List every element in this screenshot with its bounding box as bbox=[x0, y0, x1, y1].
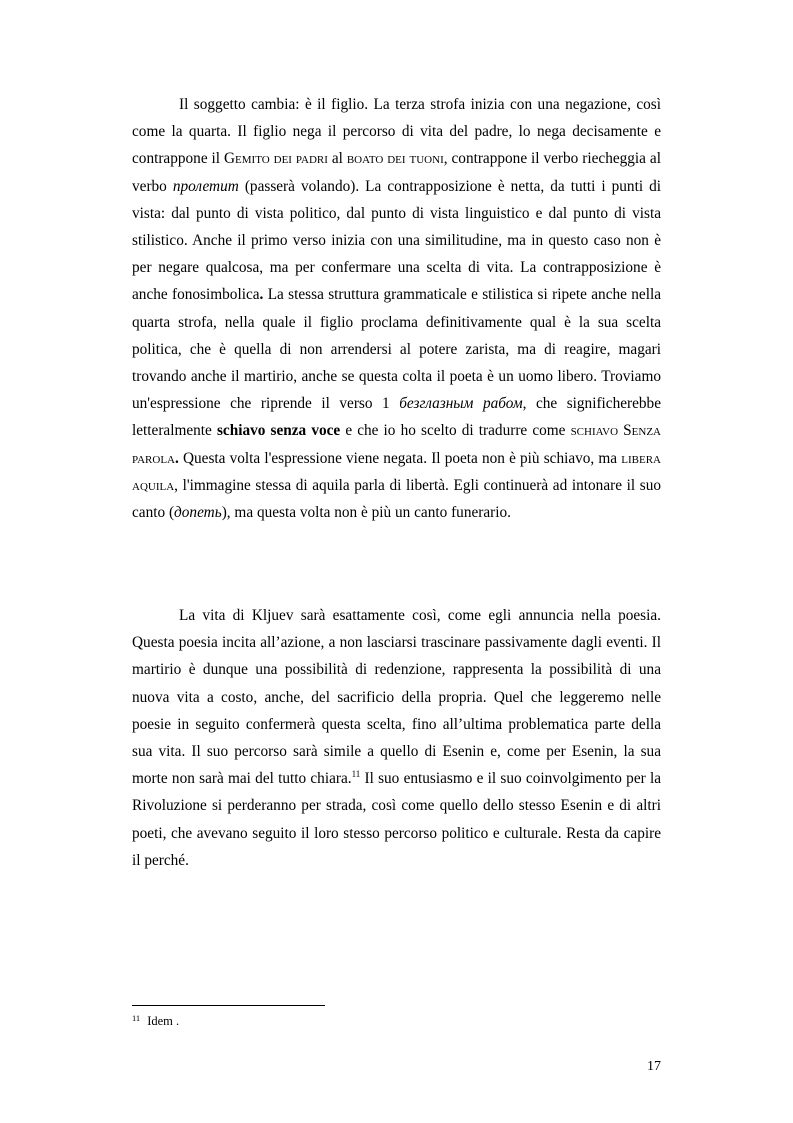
body-paragraph-2 bbox=[132, 602, 661, 874]
footnote-text: Idem . bbox=[147, 1014, 180, 1028]
text-run: ), ma questa volta non è più un canto funerario. bbox=[221, 504, 511, 522]
italic-russian-word: пролетит bbox=[172, 177, 239, 195]
footnote-separator bbox=[132, 1005, 325, 1006]
text-run: , l'immagine stessa di aquila parla di libertà. Egli continuerà ad intonare il suo canto ( bbox=[132, 476, 661, 522]
bold-phrase: schiavo senza voce bbox=[216, 422, 341, 440]
page-number: 17 bbox=[647, 1059, 661, 1074]
bold-punctuation: . bbox=[175, 449, 179, 467]
text-run: (passerà volando). La contrapposizione è netta, da tutti i punti di vista: dal punto di vista politico, dal punto di vista linguistico e dal punto di vista stilistico. Anche il primo verso inizia con una similitudine, ma in questo caso non è per negare qualcosa, ma per confermare una scelta di vita. La contrapposizione è anche fonosimbolica bbox=[132, 177, 662, 304]
footnote bbox=[132, 1013, 179, 1029]
text-run: Il suo entusiasmo e il suo coinvolgimento per la Rivoluzione si perderanno per strada, così come quello dello stesso Esenin e di altri poeti, che avevano seguito il loro stesso percorso politico e culturale. Resta da capire il perché. bbox=[132, 770, 661, 869]
body-paragraph-1 bbox=[132, 91, 661, 526]
text-run: La vita di Kljuev sarà esattamente così, come egli annuncia nella poesia. Questa poesia incita all’azione, a non lasciarsi trascinare passivamente dagli eventi. Il martirio è dunque una possibilità di redenzione, rappresenta la possibilità di una nuova vita a costo, anche, del sacrificio della propria. Quel che leggeremo nelle poesie in seguito confermerà questa scelta, fino all’ultima problematica parte della sua vita. Il suo percorso sarà simile a quello di Esenin e, come per Esenin, la sua morte non sarà mai del tutto chiara. bbox=[132, 607, 661, 788]
text-run: La stessa struttura grammaticale e stilistica si ripete anche nella quarta strofa, nella quale il figlio proclama definitivamente qual è la sua scelta politica, che è quella di non arrendersi al potere zarista, ma di reagire, magari trovando anche il martirio, anche se questa colta il poeta è un uomo libero. Troviamo un'espressione che riprende il verso 1 bbox=[132, 286, 661, 413]
bold-punctuation: . bbox=[259, 286, 264, 304]
text-run: , che significherebbe letteralmente bbox=[132, 395, 661, 440]
text-run: Questa volta l'espressione viene negata. Il poeta non è più schiavo, ma bbox=[178, 449, 622, 467]
text-run: al bbox=[327, 150, 347, 168]
small-caps-phrase: schiavo Senza parola bbox=[132, 422, 661, 467]
text-run: , contrappone il verbo riecheggia al verbo bbox=[132, 150, 661, 195]
text-run: e che io ho scelto di tradurre come bbox=[340, 422, 571, 440]
footnote-mark: 11 bbox=[132, 1013, 141, 1023]
small-caps-phrase: boato dei tuoni bbox=[346, 150, 444, 168]
small-caps-phrase: Gemito dei padri bbox=[224, 150, 328, 168]
italic-russian-word: допеть bbox=[174, 504, 222, 522]
footnote-reference[interactable]: 11 bbox=[351, 769, 361, 780]
small-caps-phrase: libera aquila bbox=[132, 449, 661, 494]
text-run: Il soggetto cambia: è il figlio. La terza strofa inizia con una negazione, così come la quarta. Il figlio nega il percorso di vita del padre, lo nega decisamente e contrappone il bbox=[132, 96, 661, 168]
italic-russian-phrase: безглазным рабом bbox=[399, 395, 523, 413]
